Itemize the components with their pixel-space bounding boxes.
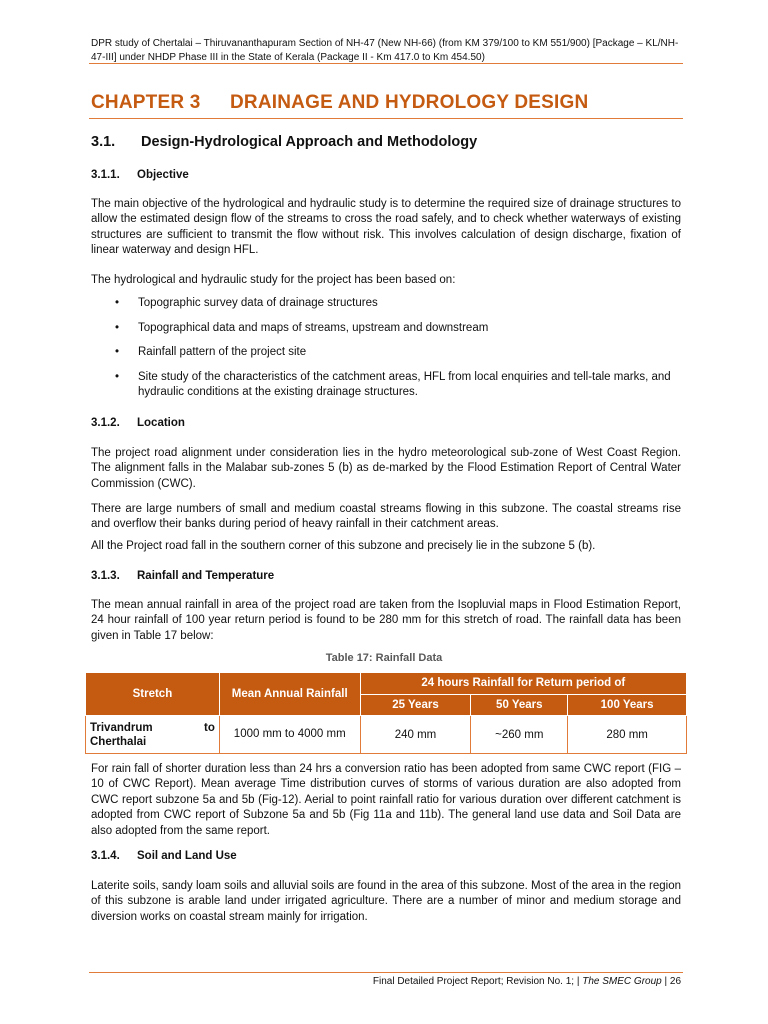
location-paragraph-3: All the Project road fall in the southern corner of this subzone and precisely lie in the subzone 5 (b). [91, 540, 596, 552]
list-item: • Topographical data and maps of streams, upstream and downstream [91, 321, 681, 336]
table-caption: Table 17: Rainfall Data [325, 652, 443, 664]
subsection-heading-objective [91, 169, 189, 181]
list-item: • Site study of the characteristics of the catchment areas, HFL from local enquiries and tell-tale marks, and hydraulic conditions at the existing drainage structures. [115, 371, 671, 399]
location-paragraph-2: There are large numbers of small and medium coastal streams flowing in this subzone. The coastal streams rise and overflow their banks during period of heavy rainfall in their catchment areas. [91, 503, 681, 531]
header-divider [89, 63, 683, 64]
subsection-heading-rainfall [91, 570, 274, 582]
objective-paragraph: The main objective of the hydrological and hydraulic study is to determine the required size of drainage structures to allow the estimated design flow of the streams to cross the road safely, and to check whether waterways of existing structures are sufficient to transmit the flow without risk. This involves calculation of design discharge, fixation of linear waterway and design HFL. [91, 198, 681, 257]
chapter-number: CHAPTER 3 [91, 92, 201, 113]
stretch-line-1 [90, 721, 215, 735]
study-basis-paragraph: The hydrological and hydraulic study for the project has been based on: [91, 274, 456, 286]
table-header-row [86, 673, 687, 695]
column-header-stretch: Stretch [86, 673, 220, 716]
footer-company: The SMEC Group [582, 976, 662, 987]
footer-page-number: | 26 [664, 976, 681, 987]
section-heading [91, 134, 477, 150]
cell-mean-rainfall: 1000 mm to 4000 mm [219, 716, 360, 754]
location-paragraph-1: The project road alignment under consideration lies in the hydro meteorological sub-zone of West Coast Region. The alignment falls in the Malabar sub-zones 5 (b) as de-marked by the Flood Estimation Report of Central Water Commission (CWC). [91, 447, 681, 490]
page-footer [373, 976, 681, 987]
rainfall-paragraph-2: For rain fall of shorter duration less than 24 hrs a conversion ratio has been adopted from same CWC report (FIG –10 of CWC Report). Mean average Time distribution curves of storms of various duration are also adopted from CWC report subzone 5a and 5b (Fig-12). Aerial to point rainfall ratio for various duration over different catchment is adopted from CWC report of Subzone 5a and 5b (Fig 11a and 11b). The general land use data and Soil Data are also adopted from the same report. [91, 763, 681, 837]
footer-divider [89, 972, 683, 973]
column-header-50-years: 50 Years [471, 694, 568, 716]
subsection-title: Location [137, 417, 185, 429]
column-header-mean-rainfall: Mean Annual Rainfall [219, 673, 360, 716]
footer-report-label: Final Detailed Project Report; Revision No. 1; | [372, 976, 580, 987]
cell-50-years: ~260 mm [471, 716, 568, 754]
subsection-title: Objective [137, 169, 189, 181]
soil-paragraph: Laterite soils, sandy loam soils and alluvial soils are found in the area of this subzone. Most of the area in the region of this subzone is arable land under irrigated agriculture. There are a number of minor and medium storage and diversion works on coastal stream mainly for irrigation. [91, 880, 681, 923]
bullet-icon: • [115, 297, 120, 309]
stretch-end: Cherthalai [90, 735, 147, 748]
list-item: • Rainfall pattern of the project site [91, 345, 681, 360]
section-number: 3.1. [91, 134, 116, 150]
stretch-to: to [204, 721, 215, 734]
rainfall-paragraph-1: The mean annual rainfall in area of the project road are taken from the Isopluvial maps in Flood Estimation Report, 24 hour rainfall of 100 year return period is found to be 280 mm for this stretch of road. The rainfall data has been given in Table 17 below: [91, 599, 681, 642]
subsection-number: 3.1.4. [91, 850, 120, 862]
chapter-heading [91, 92, 691, 114]
rainfall-table [85, 672, 687, 754]
bullet-icon: • [115, 371, 120, 383]
column-header-25-years: 25 Years [360, 694, 471, 716]
cell-100-years: 280 mm [568, 716, 687, 754]
section-title: Design-Hydrological Approach and Methodology [141, 134, 478, 150]
table-row [86, 716, 687, 754]
subsection-number: 3.1.3. [91, 570, 120, 582]
list-item: • Topographic survey data of drainage structures [91, 296, 681, 311]
cell-25-years: 240 mm [360, 716, 471, 754]
cell-stretch [86, 716, 220, 754]
chapter-divider [89, 118, 683, 119]
subsection-number: 3.1.2. [91, 417, 120, 429]
stretch-from: Trivandrum [90, 721, 153, 734]
column-header-100-years: 100 Years [568, 694, 687, 716]
subsection-title: Soil and Land Use [137, 850, 237, 862]
column-header-return-period: 24 hours Rainfall for Return period of [360, 673, 686, 695]
running-header: DPR study of Chertalai – Thiruvananthapuram Section of NH-47 (New NH-66) (from KM 379/100 to KM 551/900) [Package – KL/NH-47-III] under NHDP Phase III in the State of Kerala (Package II - Km 417.0 to Km 454.50) [91, 38, 679, 63]
subsection-number: 3.1.1. [91, 169, 120, 181]
subsection-heading-soil [91, 850, 237, 862]
subsection-title: Rainfall and Temperature [137, 570, 275, 582]
subsection-heading-location [91, 417, 185, 429]
bullet-icon: • [115, 322, 120, 334]
chapter-title: DRAINAGE AND HYDROLOGY DESIGN [230, 92, 589, 113]
bullet-icon: • [115, 346, 120, 358]
